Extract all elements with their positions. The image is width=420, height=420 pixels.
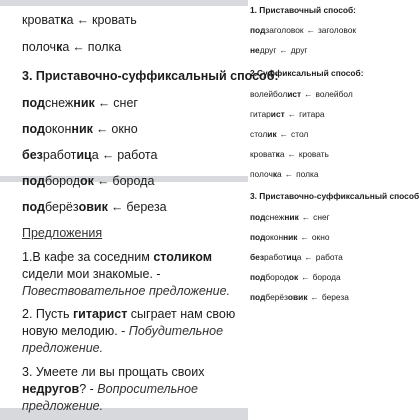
sentence-1: 1.В кафе за соседним столиком сидели мои знакомые. - Повествовательное предложение. <box>22 250 231 298</box>
section-heading: 1. Приставочный способ: <box>250 5 356 15</box>
arrow-left-icon: ← <box>301 272 310 282</box>
arrow-left-icon: ← <box>96 174 110 188</box>
arrow-left-icon: ← <box>284 169 294 179</box>
arrow-left-icon: ← <box>72 40 85 54</box>
word-row: кроватка ← кровать <box>250 149 329 159</box>
arrow-left-icon: ← <box>304 252 313 262</box>
section-heading: 3. Приставочно-суффиксальный способ: <box>22 69 279 83</box>
sentence-3: 3. Умеете ли вы прощать своих недругов? - Вопросительное предложение. <box>22 365 205 413</box>
section-heading: 3. Приставочно-суффиксальный способ <box>250 191 420 201</box>
arrow-left-icon: ← <box>306 25 315 35</box>
word-row: подоконник ← окно <box>250 232 330 242</box>
top-gray-band <box>0 0 248 6</box>
word-row: безработица ← работа <box>22 148 158 162</box>
arrow-left-icon: ← <box>110 200 124 214</box>
arrow-left-icon: ← <box>95 122 109 136</box>
arrow-left-icon: ← <box>97 96 111 110</box>
word-row: гитарист ← гитара <box>250 109 325 119</box>
word-row: недруг ← друг <box>250 45 308 55</box>
arrow-left-icon: ← <box>301 212 311 222</box>
arrow-left-icon: ← <box>287 109 297 119</box>
word-row: полочка ← полка <box>22 40 122 54</box>
arrow-left-icon: ← <box>279 45 288 55</box>
word-row: полочка ← полка <box>250 169 319 179</box>
arrow-left-icon: ← <box>300 232 309 242</box>
word-row: столик ← стол <box>250 129 309 139</box>
word-row: подберёзовик ← береза <box>250 292 349 302</box>
word-row: волейболист ← волейбол <box>250 89 353 99</box>
word-row: подснежник ← снег <box>250 212 330 222</box>
section-heading: 2.Суффиксальный способ: <box>250 68 364 78</box>
arrow-left-icon: ← <box>279 129 289 139</box>
word-row: подоконник ← окно <box>22 122 138 136</box>
arrow-left-icon: ← <box>76 13 89 27</box>
word-row: кроватка ← кровать <box>22 13 137 27</box>
word-row: подберёзовик ← береза <box>22 200 167 214</box>
word-row: безработица ← работа <box>250 252 343 262</box>
word-row: подзаголовок ← заголовок <box>250 25 357 35</box>
arrow-left-icon: ← <box>304 89 313 99</box>
word-row: подбородок ← борода <box>250 272 341 282</box>
arrow-left-icon: ← <box>101 148 115 162</box>
word-row: подбородок ← борода <box>22 174 155 188</box>
arrow-left-icon: ← <box>310 292 319 302</box>
word-row: подснежник ← снег <box>22 96 138 110</box>
sentence-2: 2. Пусть гитарист сыграет нам свою новую мелодию. - Побудительное предложение. <box>22 307 236 355</box>
sentences-title: Предложения <box>22 226 103 240</box>
arrow-left-icon: ← <box>287 149 296 159</box>
